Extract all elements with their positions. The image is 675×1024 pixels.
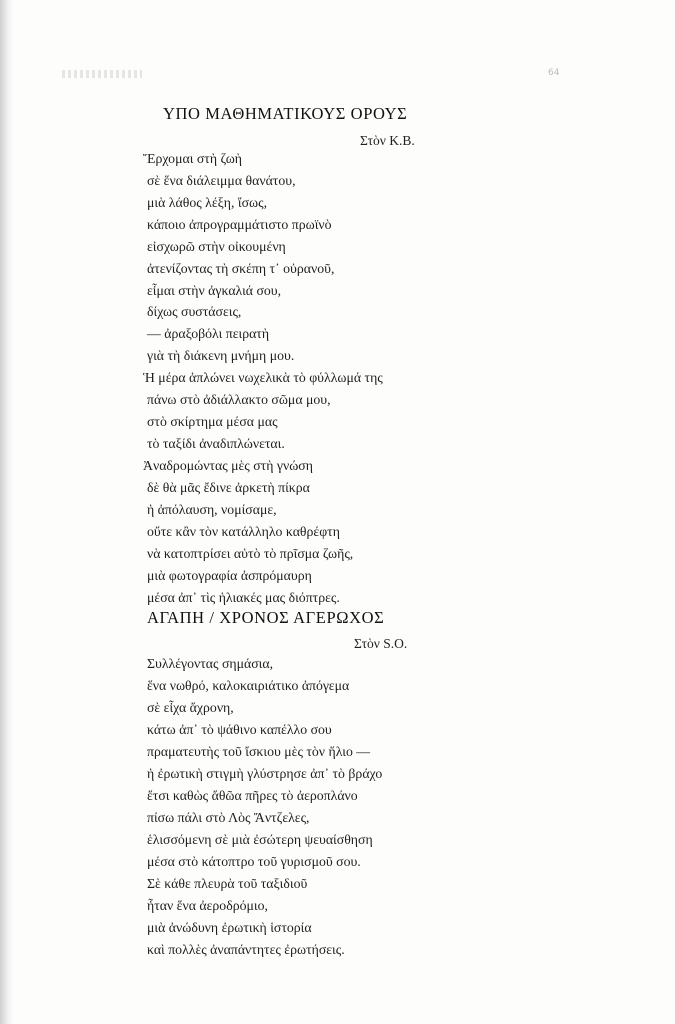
poem-line: ἑλισσόμενη σὲ μιὰ ἐσώτερη ψευαίσθηση [147, 832, 373, 847]
poem-line: μιὰ λάθος λέξη, ἴσως, [147, 195, 268, 210]
poem-dedication: Στὸν Κ.Β. [360, 133, 415, 148]
poem-line: Σὲ κάθε πλευρὰ τοῦ ταξιδιοῦ [147, 876, 308, 891]
poem-line: μιὰ ἀνώδυνη ἐρωτικὴ ἱστορία [147, 920, 312, 935]
poem-line: ἀτενίζοντας τὴ σκέπη τ᾽ οὐρανοῦ, [147, 261, 335, 276]
poem-line: ἦταν ἕνα ἀεροδρόμιο, [147, 898, 268, 913]
poem-line: στὸ σκίρτημα μέσα μας [147, 414, 278, 429]
poem-line: ἕνα νωθρό, καλοκαιριάτικο ἀπόγεμα [147, 678, 350, 693]
poem-line: δὲ θὰ μᾶς ἔδινε ἀρκετὴ πίκρα [147, 480, 310, 495]
poem-line: τὸ ταξίδι ἀναδιπλώνεται. [147, 436, 285, 451]
poem-line: σὲ εἶχα ἄχρονη, [147, 700, 234, 715]
poem-line: Ἡ μέρα ἁπλώνει νωχελικὰ τὸ φύλλωμά της [143, 370, 383, 385]
poem-line: ἡ ἐρωτικὴ στιγμὴ γλύστρησε ἀπ᾽ τὸ βράχο [147, 766, 383, 781]
poem-line: κάποιο ἀπρογραμμάτιστο πρωϊνὸ [147, 217, 332, 232]
poem-dedication: Στὸν S.O. [354, 636, 408, 651]
poem-title: ΑΓΑΠΗ / ΧΡΟΝΟΣ ΑΓΕΡΩΧΟΣ [147, 608, 385, 627]
poem-line: μέσα ἀπ᾽ τὶς ἡλιακές μας διόπτρες. [147, 590, 340, 605]
poem-line: μιὰ φωτογραφία ἀσπρόμαυρη [147, 568, 312, 583]
poem-line: σὲ ἕνα διάλειμμα θανάτου, [147, 173, 296, 188]
poem-line: Συλλέγοντας σημάσια, [147, 656, 274, 671]
poem-line: ἔτσι καθὼς ἄθῶα πῆρες τὸ ἀεροπλάνο [147, 788, 358, 803]
poem-line: πάνω στὸ ἀδιάλλακτο σῶμα μου, [147, 392, 331, 407]
poem-line: εἶμαι στὴν ἀγκαλιά σου, [147, 283, 282, 298]
faint-header-mark [62, 70, 142, 78]
poem-line: οὔτε κἂν τὸν κατάλληλο καθρέφτη [147, 524, 340, 539]
poem-line: μέσα στὸ κάτοπτρο τοῦ γυρισμοῦ σου. [147, 854, 361, 869]
poem-line: Ἔρχομαι στὴ ζωὴ [143, 151, 243, 166]
page-gutter-shadow [0, 0, 14, 1024]
poem-line: κάτω ἀπ᾽ τὸ ψάθινο καπέλλο σου [147, 722, 332, 737]
poem-line: καὶ πολλὲς ἀναπάντητες ἐρωτήσεις. [147, 942, 345, 957]
poem-line: νὰ κατοπτρίσει αὐτὸ τὸ πρῖσμα ζωῆς, [147, 546, 354, 561]
poem-line: δίχως συστάσεις, [147, 304, 242, 319]
poem-title: ΥΠΟ ΜΑΘΗΜΑΤΙΚΟΥΣ ΟΡΟΥΣ [163, 104, 408, 123]
poem-line: γιὰ τὴ διάκενη μνήμη μου. [147, 348, 295, 363]
poem-line: — ἀραξοβόλι πειρατὴ [147, 326, 270, 341]
poem-line: πραματευτὴς τοῦ ἴσκιου μὲς τὸν ἥλιο — [147, 744, 371, 759]
poem-line: Ἀναδρομώντας μὲς στὴ γνώση [143, 458, 313, 473]
poem-line: ἡ ἀπόλαυση, νομίσαμε, [147, 502, 277, 517]
poem-line: πίσω πάλι στὸ Λὸς Ἄντζελες, [147, 810, 310, 825]
poem-line: εἰσχωρῶ στὴν οἰκουμένη [147, 239, 286, 254]
page-number: 64 [548, 68, 560, 78]
